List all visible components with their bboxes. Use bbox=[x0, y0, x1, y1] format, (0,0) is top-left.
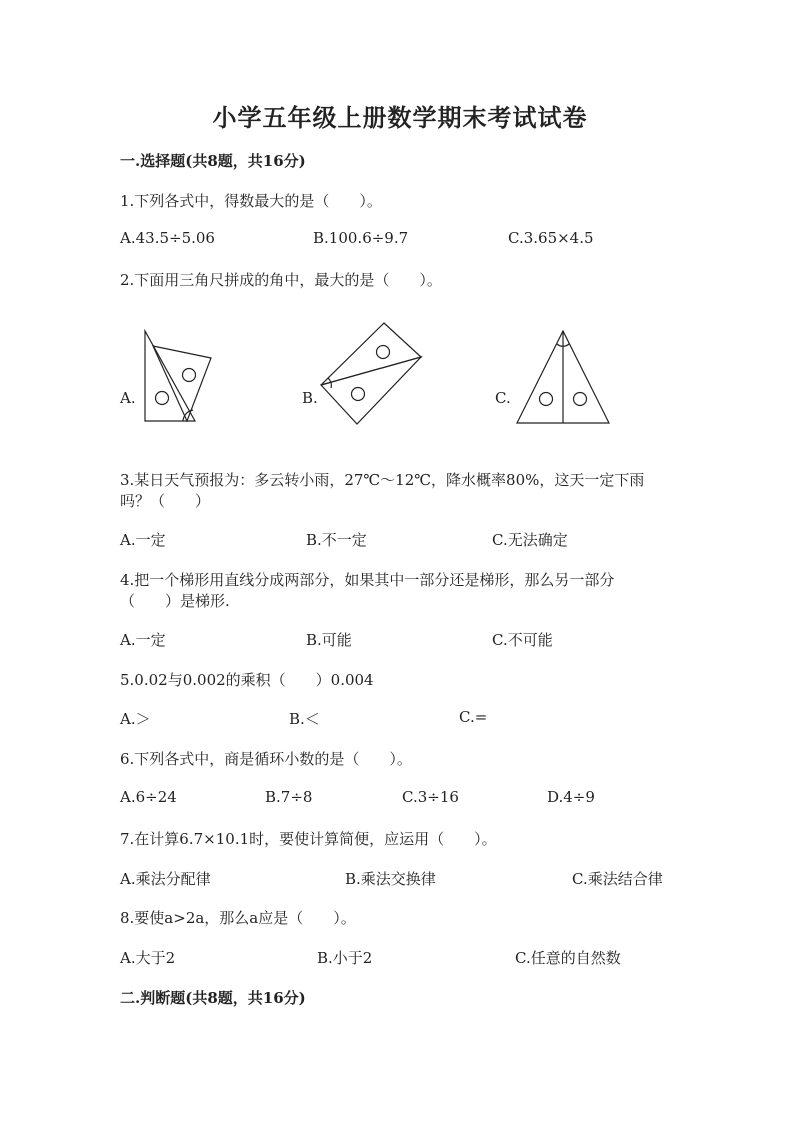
q2-option-c: C. bbox=[495, 389, 511, 407]
q5-option-b: B.＜ bbox=[289, 710, 320, 728]
q1-option-c: C.3.65×4.5 bbox=[508, 229, 594, 247]
question-1: 1.下列各式中，得数最大的是（ ）。 bbox=[120, 192, 382, 210]
set-square-hole-c-1 bbox=[540, 393, 553, 406]
q5-option-a: A.＞ bbox=[120, 710, 151, 728]
q2-option-a: A. bbox=[120, 389, 136, 407]
q6-option-a: A.6÷24 bbox=[120, 788, 177, 806]
q3-option-b: B.不一定 bbox=[306, 531, 367, 549]
q8-option-a: A.大于2 bbox=[120, 949, 176, 967]
question-7: 7.在计算6.7×10.1时，要使计算简便，应运用（ ）。 bbox=[120, 830, 497, 848]
q7-option-c: C.乘法结合律 bbox=[572, 870, 663, 888]
section-heading-judgement: 二.判断题(共8题，共16分) bbox=[120, 989, 306, 1007]
q4-option-c: C.不可能 bbox=[492, 631, 553, 649]
question-2: 2.下面用三角尺拼成的角中，最大的是（ ）。 bbox=[120, 271, 442, 289]
q7-option-b: B.乘法交换律 bbox=[345, 870, 436, 888]
q3-option-a: A.一定 bbox=[120, 531, 166, 549]
question-8: 8.要使a>2a，那么a应是（ ）。 bbox=[120, 909, 356, 927]
question-4-line-1: 4.把一个梯形用直线分成两部分，如果其中一部分还是梯形，那么另一部分 bbox=[120, 571, 615, 589]
q4-option-a: A.一定 bbox=[120, 631, 166, 649]
set-square-hole-c-2 bbox=[574, 393, 587, 406]
q8-option-b: B.小于2 bbox=[317, 949, 373, 967]
q3-option-c: C.无法确定 bbox=[492, 531, 568, 549]
question-3-line-2: 吗？（ ） bbox=[120, 492, 211, 510]
question-4-line-2: （ ）是梯形. bbox=[120, 592, 230, 610]
q2-option-b: B. bbox=[302, 389, 318, 407]
q8-option-c: C.任意的自然数 bbox=[515, 949, 621, 967]
q6-option-c: C.3÷16 bbox=[402, 788, 459, 806]
q1-option-a: A.43.5÷5.06 bbox=[120, 229, 215, 247]
q6-option-d: D.4÷9 bbox=[547, 788, 595, 806]
q7-option-a: A.乘法分配律 bbox=[120, 870, 211, 888]
question-6: 6.下列各式中，商是循环小数的是（ ）。 bbox=[120, 750, 412, 768]
q5-option-c: C.= bbox=[459, 708, 488, 726]
question-5: 5.0.02与0.002的乘积（ ）0.004 bbox=[120, 671, 374, 689]
q4-option-b: B.可能 bbox=[306, 631, 352, 649]
q6-option-b: B.7÷8 bbox=[265, 788, 313, 806]
q1-option-b: B.100.6÷9.7 bbox=[313, 229, 409, 247]
section-heading-choice: 一.选择题(共8题，共16分) bbox=[120, 152, 306, 170]
question-3-line-1: 3.某日天气预报为：多云转小雨，27℃～12℃，降水概率80%，这天一定下雨 bbox=[120, 471, 645, 489]
page-title: 小学五年级上册数学期末考试试卷 bbox=[212, 103, 588, 132]
